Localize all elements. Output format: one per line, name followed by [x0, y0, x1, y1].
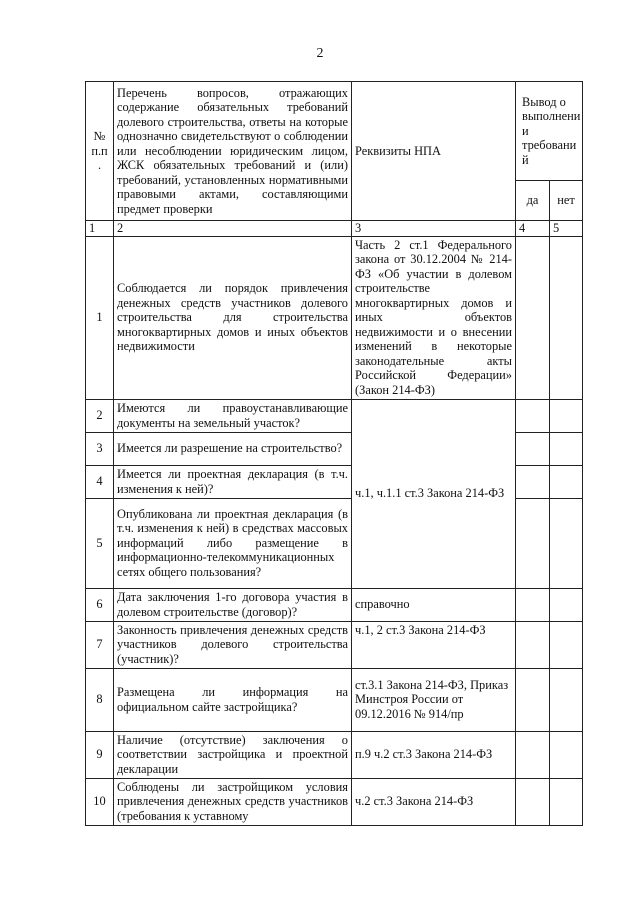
row-npa: Часть 2 ст.1 Федерального закона от 30.12.2004 № 214-ФЗ «Об участии в долевом строительстве многоквартирных домов и иных объектов недвижимости и о внесении изменений в некоторые законодательные акты Российской Федерации» (Закон 214-ФЗ) — [352, 236, 516, 399]
table-row — [86, 778, 583, 825]
answer-yes-cell[interactable] — [516, 588, 550, 621]
row-question: Опубликована ли проектная декларация (в т.ч. изменения к ней) в средствах массовых информаций либо размещение в информационно-телекоммуникационных сетях общего пользования? — [114, 498, 352, 588]
row-number: 5 — [86, 498, 114, 588]
row-npa: ст.3.1 Закона 214-ФЗ, Приказ Минстроя России от 09.12.2016 № 914/пр — [352, 668, 516, 731]
column-number: 2 — [114, 221, 352, 237]
column-number: 4 — [516, 221, 550, 237]
column-number: 5 — [550, 221, 583, 237]
row-question: Имеется ли проектная декларация (в т.ч. изменения к ней)? — [114, 465, 352, 498]
table-row — [86, 236, 583, 399]
answer-no-cell[interactable] — [550, 432, 583, 465]
table-row — [86, 621, 583, 668]
row-question: Соблюдается ли порядок привлечения денежных средств участников долевого строительства для строительства многоквартирных домов и иных объектов недвижимости — [114, 236, 352, 399]
answer-no-cell[interactable] — [550, 668, 583, 731]
column-number-row — [86, 221, 583, 237]
answer-no-cell[interactable] — [550, 731, 583, 778]
row-npa: ч.2 ст.3 Закона 214-ФЗ — [352, 778, 516, 825]
answer-yes-cell[interactable] — [516, 498, 550, 588]
row-number: 8 — [86, 668, 114, 731]
table-header-row — [86, 82, 583, 181]
answer-yes-cell[interactable] — [516, 432, 550, 465]
header-conclusion: Вывод о выполнени и требовани й — [516, 82, 583, 181]
answer-no-cell[interactable] — [550, 465, 583, 498]
answer-yes-cell[interactable] — [516, 778, 550, 825]
row-number: 10 — [86, 778, 114, 825]
requirements-table — [85, 81, 583, 826]
row-npa-merged: ч.1, ч.1.1 ст.3 Закона 214-ФЗ — [352, 399, 516, 588]
answer-yes-cell[interactable] — [516, 399, 550, 432]
answer-yes-cell[interactable] — [516, 731, 550, 778]
header-yes: да — [516, 181, 550, 221]
page-number: 2 — [316, 46, 324, 61]
answer-yes-cell[interactable] — [516, 621, 550, 668]
answer-no-cell[interactable] — [550, 498, 583, 588]
row-number: 9 — [86, 731, 114, 778]
column-number: 3 — [352, 221, 516, 237]
table-row — [86, 399, 583, 432]
row-number: 4 — [86, 465, 114, 498]
row-question: Имеется ли разрешение на строительство? — [114, 432, 352, 465]
column-number: 1 — [86, 221, 114, 237]
header-npa: Реквизиты НПА — [352, 82, 516, 221]
answer-no-cell[interactable] — [550, 621, 583, 668]
answer-no-cell[interactable] — [550, 778, 583, 825]
table-row — [86, 668, 583, 731]
row-number: 7 — [86, 621, 114, 668]
row-npa: п.9 ч.2 ст.3 Закона 214-ФЗ — [352, 731, 516, 778]
answer-yes-cell[interactable] — [516, 668, 550, 731]
header-questions: Перечень вопросов, отражающих содержание обязательных требований долевого строительства, ответы на которые однозначно свидетельствуют о соблюдении или несоблюдении юридическим лицом, ЖСК обязательных требований и (или) требований, установленных нормативными правовыми актами, составляющими предмет проверки — [114, 82, 352, 221]
header-no: нет — [550, 181, 583, 221]
row-question: Дата заключения 1-го договора участия в долевом строительстве (договор)? — [114, 588, 352, 621]
table-row — [86, 588, 583, 621]
answer-yes-cell[interactable] — [516, 465, 550, 498]
row-question: Наличие (отсутствие) заключения о соответствии застройщика и проектной декларации — [114, 731, 352, 778]
table-row — [86, 731, 583, 778]
answer-yes-cell[interactable] — [516, 236, 550, 399]
answer-no-cell[interactable] — [550, 236, 583, 399]
row-question: Соблюдены ли застройщиком условия привлечения денежных средств участников (требования к уставному — [114, 778, 352, 825]
row-question: Размещена ли информация на официальном сайте застройщика? — [114, 668, 352, 731]
row-question: Имеются ли правоустанавливающие документы на земельный участок? — [114, 399, 352, 432]
row-number: 3 — [86, 432, 114, 465]
row-number: 6 — [86, 588, 114, 621]
answer-no-cell[interactable] — [550, 588, 583, 621]
answer-no-cell[interactable] — [550, 399, 583, 432]
row-number: 2 — [86, 399, 114, 432]
row-number: 1 — [86, 236, 114, 399]
row-question: Законность привлечения денежных средств участников долевого строительства (участник)? — [114, 621, 352, 668]
header-num: № п.п . — [86, 82, 114, 221]
row-npa: ч.1, 2 ст.3 Закона 214-ФЗ — [352, 621, 516, 668]
row-npa: справочно — [352, 588, 516, 621]
